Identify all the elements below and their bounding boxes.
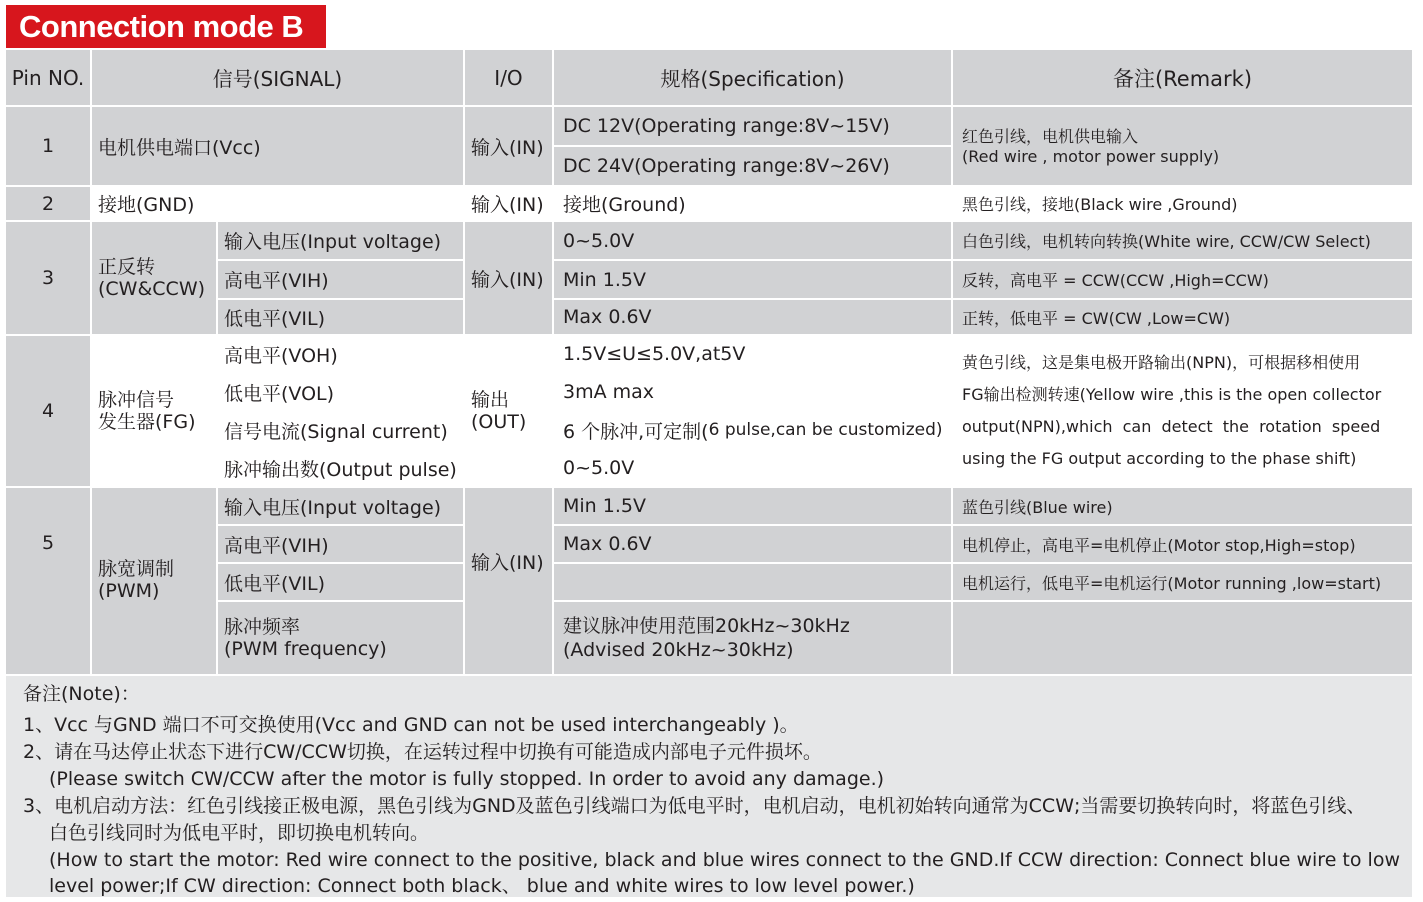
signal-pwm (92, 488, 216, 674)
remark-5a: 蓝色引线(Blue wire) (953, 488, 1412, 524)
signal-cw-ccw-line1: 正反转 (98, 256, 156, 278)
remark-4-line3: output(NPN),which can detect the rotation speed (962, 417, 1381, 436)
sub-4-signal-current: 信号电流(Signal current) (218, 412, 463, 448)
remark-4-line1: 黄色引线，这是集电极开路输出(NPN)，可根据移相使用 (962, 353, 1361, 372)
header-remark: 备注(Remark) (953, 50, 1412, 105)
io-5: 输入(IN) (465, 488, 552, 674)
sub-5-input-voltage: 输入电压(Input voltage) (218, 488, 463, 524)
remark-5b: 电机停止，高电平=电机停止(Motor stop,High=stop) (953, 526, 1412, 562)
header-signal: 信号(SIGNAL) (92, 50, 463, 105)
io-3: 输入(IN) (465, 222, 552, 334)
signal-vcc: 电机供电端口(Vcc) (92, 107, 463, 185)
pin-4: 4 (6, 336, 90, 486)
signal-fg-line1: 脉冲信号 (98, 389, 175, 411)
sub-5-vil: 低电平(VIL) (218, 564, 463, 600)
spec-4c (554, 412, 951, 448)
spec-4d: 0~5.0V (554, 450, 951, 486)
io-1: 输入(IN) (465, 107, 552, 185)
remark-3c: 正转，低电平 = CW(CW ,Low=CW) (953, 300, 1412, 334)
remark-5d-empty (953, 602, 1412, 674)
remark-1-line2: (Red wire , motor power supply) (962, 147, 1220, 166)
notes-heading: 备注(Note)： (23, 683, 140, 705)
spec-3a: 0~5.0V (554, 222, 951, 259)
spec-5c-empty (554, 564, 951, 600)
io-4 (465, 336, 552, 486)
note-3-cont: 白色引线同时为低电平时，即切换电机转向。 (49, 822, 430, 844)
note-3-en-1: (How to start the motor: Red wire connect to the positive, black and blue wires connect to the GND.If CCW direction: Connect blue wire to low (49, 849, 1400, 871)
spec-1a: DC 12V(Operating range:8V~15V) (554, 107, 951, 145)
signal-gnd: 接地(GND) (92, 187, 463, 220)
spec-5d-line2: (Advised 20kHz~30kHz) (563, 639, 794, 661)
note-2: 2、请在马达停止状态下进行CW/CCW切换，在运转过程中切换有可能造成内部电子元件损坏。 (23, 741, 822, 763)
remark-3b: 反转，高电平 = CCW(CCW ,High=CCW) (953, 261, 1412, 298)
signal-fg (92, 336, 216, 486)
remark-4 (953, 336, 1412, 486)
section-title: Connection mode B (6, 5, 326, 48)
spec-5d-line1: 建议脉冲使用范围20kHz~30kHz (563, 615, 850, 637)
io-2: 输入(IN) (465, 187, 552, 220)
pin-2: 2 (6, 187, 90, 220)
spec-5a: Min 1.5V (554, 488, 951, 524)
remark-4-line4: using the FG output according to the phase shift) (962, 449, 1357, 468)
sub-3-input-voltage: 输入电压(Input voltage) (218, 222, 463, 259)
sub-4-vol: 低电平(VOL) (218, 374, 463, 410)
io-4-line2: (OUT) (471, 411, 527, 433)
remark-3a: 白色引线，电机转向转换(White wire, CCW/CW Select) (953, 222, 1412, 259)
io-4-line1: 输出 (471, 389, 510, 411)
header-io: I/O (465, 50, 552, 105)
note-2-en: (Please switch CW/CCW after the motor is fully stopped. In order to avoid any damage.) (49, 768, 885, 790)
note-3: 3、电机启动方法：红色引线接正极电源，黑色引线为GND及蓝色引线端口为低电平时，电机启动，电机初始转向通常为CCW;当需要切换转向时，将蓝色引线、 (23, 795, 1366, 817)
spec-2: 接地(Ground) (554, 187, 951, 220)
note-3-en-2: level power;If CW direction: Connect both black、 blue and white wires to low level power.) (49, 875, 915, 897)
sub-3-vih: 高电平(VIH) (218, 261, 463, 298)
sub-5-pwm-frequency-line1: 脉冲频率 (224, 616, 301, 638)
spec-4c-part1: 6 个脉冲,可定制( (563, 420, 709, 443)
spec-4c-part2: 6 pulse,can be customized) (708, 420, 943, 440)
signal-cw-ccw (92, 222, 216, 334)
sub-5-pwm-frequency (218, 602, 463, 674)
spec-4b: 3mA max (554, 374, 951, 410)
remark-5c: 电机运行，低电平=电机运行(Motor running ,low=start) (953, 564, 1412, 600)
pin-5: 5 (6, 488, 90, 674)
sub-4-voh: 高电平(VOH) (218, 336, 463, 372)
header-spec: 规格(Specification) (554, 50, 951, 105)
sub-5-pwm-frequency-line2: (PWM frequency) (224, 638, 387, 660)
pin-3: 3 (6, 222, 90, 334)
notes-panel (6, 676, 1412, 897)
spec-3c: Max 0.6V (554, 300, 951, 334)
spec-1b: DC 24V(Operating range:8V~26V) (554, 147, 951, 185)
spec-5b: Max 0.6V (554, 526, 951, 562)
sub-4-output-pulse: 脉冲输出数(Output pulse) (218, 450, 463, 486)
pin-1: 1 (6, 107, 90, 185)
remark-1-line1: 红色引线，电机供电输入 (962, 127, 1139, 146)
remark-4-line2: FG输出检测转速(Yellow wire ,this is the open collector (962, 385, 1382, 404)
remark-2: 黑色引线，接地(Black wire ,Ground) (953, 187, 1412, 220)
note-1: 1、Vcc 与GND 端口不可交换使用(Vcc and GND can not be used interchangeably )。 (23, 714, 799, 736)
signal-pwm-line1: 脉宽调制 (98, 558, 175, 580)
remark-1 (953, 107, 1412, 185)
signal-fg-line2: 发生器(FG) (98, 411, 196, 433)
sub-3-vil: 低电平(VIL) (218, 300, 463, 334)
spec-4a: 1.5V≤U≤5.0V,at5V (554, 336, 951, 372)
spec-5d (554, 602, 951, 674)
sub-5-vih: 高电平(VIH) (218, 526, 463, 562)
signal-cw-ccw-line2: (CW&CCW) (98, 278, 206, 300)
spec-3b: Min 1.5V (554, 261, 951, 298)
header-pin: Pin NO. (6, 50, 90, 105)
signal-pwm-line2: (PWM) (98, 580, 160, 602)
